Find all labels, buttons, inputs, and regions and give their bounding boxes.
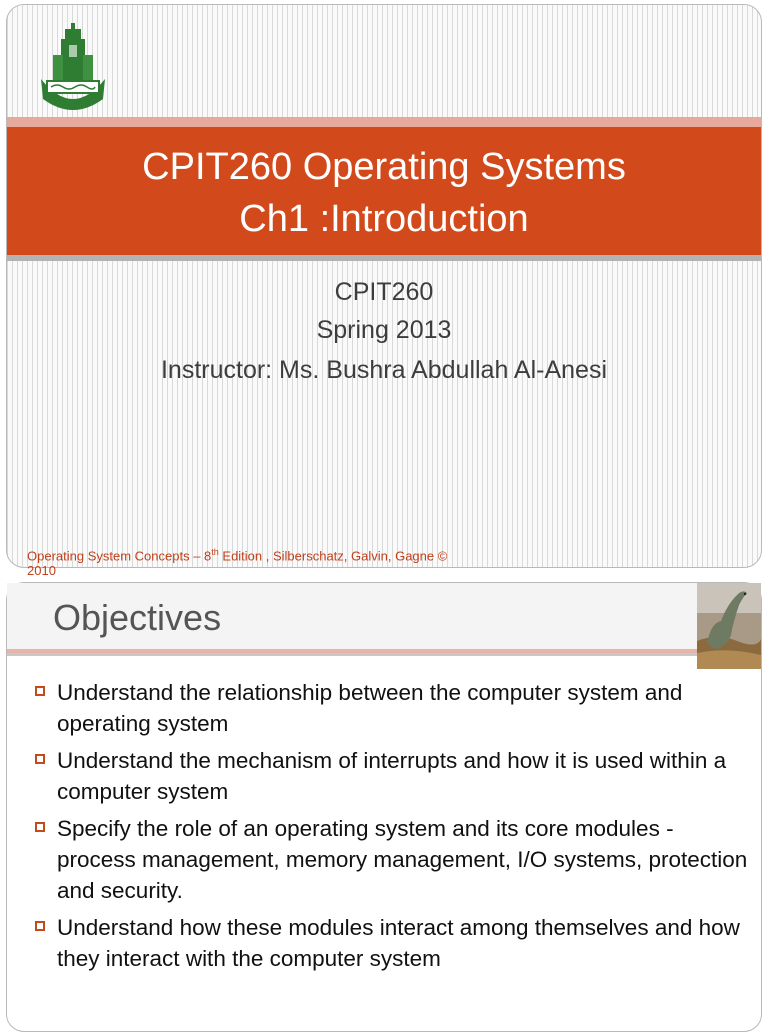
dinosaur-icon — [697, 583, 761, 669]
checkbox-bullet-icon — [35, 921, 45, 931]
instructor: Instructor: Ms. Bushra Abdullah Al-Anesi — [160, 356, 608, 384]
slide-title-line-2: Ch1 :Introduction — [239, 198, 529, 240]
checkbox-bullet-icon — [35, 686, 45, 696]
slide-objectives — [6, 582, 762, 1032]
slide-footer: Operating System Concepts – 8th Edition , Silberschatz, Galvin, Gagne © 2010 — [27, 547, 448, 579]
course-code: CPIT260 — [334, 278, 434, 306]
title-band-bottom-rule — [7, 255, 761, 261]
header-rule-shadow — [7, 653, 701, 656]
slide-title — [6, 4, 762, 579]
checkbox-bullet-icon — [35, 754, 45, 764]
list-item: Specify the role of an operating system and its core modules - process management, memory management, I/O systems, protection and security. — [31, 813, 751, 906]
checkbox-bullet-icon — [35, 822, 45, 832]
semester: Spring 2013 — [316, 316, 452, 344]
objectives-list — [31, 677, 751, 980]
title-band-top-rule — [7, 117, 761, 127]
objectives-title: Objectives — [53, 597, 222, 638]
list-item: Understand the mechanism of interrupts and how it is used within a computer system — [31, 745, 751, 807]
slide-title-line-1: CPIT260 Operating Systems — [142, 146, 626, 188]
university-logo-icon — [31, 21, 115, 113]
list-item: Understand the relationship between the computer system and operating system — [31, 677, 751, 739]
list-item: Understand how these modules interact among themselves and how they interact with the computer system — [31, 912, 751, 974]
